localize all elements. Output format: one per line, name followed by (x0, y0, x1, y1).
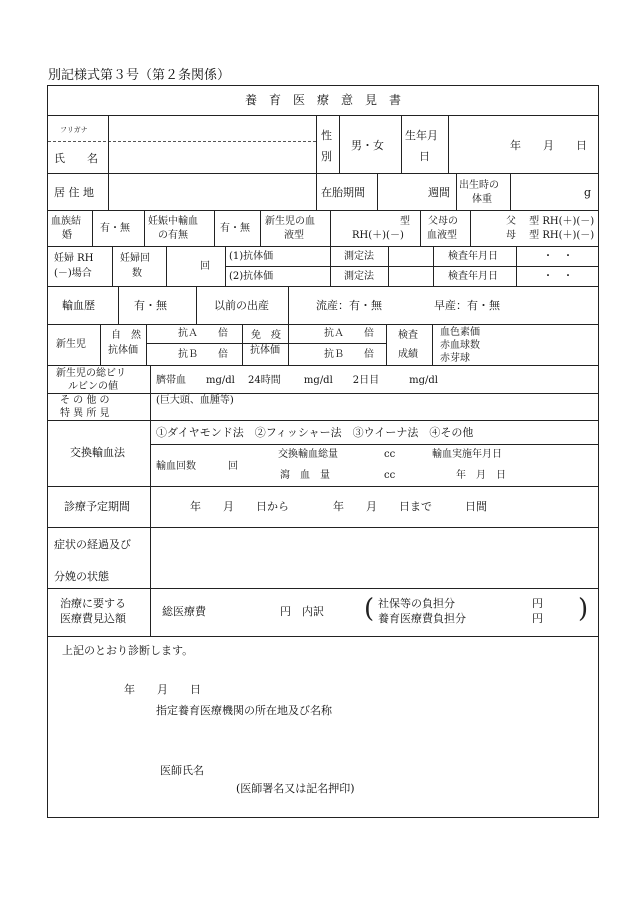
col-divider (225, 246, 226, 286)
gestation-label: 在胎期間 (321, 186, 365, 199)
breakdown-label: 内訳 (302, 605, 324, 618)
exchange-total-unit: cc (384, 449, 396, 460)
birth-date-label: 生年月 (405, 129, 438, 142)
treatment-period-label: 診療予定期間 (64, 500, 130, 513)
parents-blood-type-label: 父母の (428, 216, 458, 227)
immune-anti-b: 抗Ｂ 倍 (324, 349, 374, 360)
col-divider (386, 324, 387, 365)
col-divider (339, 115, 340, 173)
col-divider (92, 210, 93, 246)
sex-label: 別 (321, 150, 332, 163)
pregnant-rh-label: 妊婦 RH (54, 253, 94, 264)
antibody-titer-1: (1)抗体価 (229, 251, 274, 262)
col-divider (433, 246, 434, 286)
bilirubin-label: 新生児の総ビリ (56, 368, 126, 379)
natural-anti-b: 抗Ｂ 倍 (178, 349, 228, 360)
immune-antibody-label: 抗体価 (250, 345, 280, 356)
col-divider (166, 246, 167, 286)
exchange-transfusion-label: 交換輸血法 (70, 446, 125, 459)
natural-anti-a: 抗Ａ 倍 (178, 328, 228, 339)
immune-anti-a: 抗Ａ 倍 (324, 328, 374, 339)
col-divider (288, 286, 289, 324)
col-divider (401, 115, 402, 173)
public-share-label: 養育医療費負担分 (378, 612, 466, 625)
pregnant-rh-label: (－)場合 (54, 268, 92, 279)
erythroblast-label: 赤芽球 (440, 353, 470, 364)
estimated-cost-label: 医療費見込額 (60, 612, 126, 625)
birth-date-value: 年 月 日 (510, 139, 587, 152)
col-divider (516, 246, 517, 286)
col-divider (316, 115, 317, 173)
row-divider (48, 393, 598, 394)
exchange-transfusion-methods: ①ダイヤモンド法 ②フィッシャー法 ③ウイーナ法 ④その他 (156, 426, 474, 439)
diagnosis-statement: 上記のとおり診断します。 (62, 644, 194, 657)
right-bracket: ) (578, 594, 589, 624)
birth-weight-label: 出生時の (459, 180, 499, 191)
birth-weight-unit: g (584, 186, 592, 199)
furigana-divider (48, 141, 316, 142)
pregnancy-transfusion-label: の有無 (158, 230, 188, 241)
row-divider (48, 173, 598, 174)
newborn-blood-type-label: 液型 (284, 230, 304, 241)
bilirubin-label: ルビンの値 (68, 381, 118, 392)
form-number: 別記様式第３号（第２条関係） (48, 68, 231, 83)
row-divider (48, 365, 598, 366)
test-results-label: 成績 (398, 349, 418, 360)
antibody-titer-2: (2)抗体価 (229, 271, 274, 282)
test-date-value: ・ ・ (543, 251, 573, 262)
estimated-cost-label: 治療に要する (60, 597, 126, 610)
diagnosis-date: 年 月 日 (124, 683, 201, 696)
name-label: 氏 名 (54, 152, 98, 165)
previous-births-label: 以前の出産 (214, 299, 269, 312)
newborn-blood-type-value: 型 (400, 216, 410, 227)
transfusion-history-value: 有・無 (134, 299, 167, 312)
col-divider (260, 210, 261, 246)
row-divider (48, 210, 598, 211)
natural-antibody-label: 自 然 (111, 330, 141, 341)
col-divider (288, 324, 289, 365)
transfusion-date-label: 輸血実施年月日 (432, 449, 502, 460)
pregnancy-transfusion-label: 妊娠中輸血 (148, 216, 198, 227)
col-divider (100, 324, 101, 365)
col-divider (388, 246, 389, 286)
test-date-label: 検査年月日 (448, 251, 498, 262)
col-divider (214, 210, 215, 246)
premature-birth-value: 早産：有・無 (434, 299, 500, 312)
miscarriage-value: 流産：有・無 (316, 299, 382, 312)
col-divider (146, 324, 147, 365)
social-insurance-share-unit: 円 (532, 597, 543, 610)
test-date-label: 検査年月日 (448, 271, 498, 282)
red-blood-cell-label: 赤血球数 (440, 340, 480, 351)
signature-note: (医師署名又は記名押印) (236, 782, 355, 795)
delivery-state-label: 分娩の状態 (54, 570, 109, 583)
col-divider (448, 115, 449, 173)
immune-antibody-label: 免 疫 (251, 330, 281, 341)
natural-antibody-label: 抗体価 (108, 345, 138, 356)
col-divider (420, 210, 421, 246)
birth-weight-label: 体重 (472, 194, 492, 205)
institution-label: 指定養育医療機関の所在地及び名称 (156, 704, 332, 717)
pregnancy-count-label: 数 (132, 268, 142, 279)
gestation-unit: 週間 (428, 186, 450, 199)
col-divider (456, 173, 457, 210)
hemoglobin-label: 血色素価 (440, 327, 480, 338)
newborn-label: 新生児 (56, 339, 86, 350)
father-blood-type: 父 型 RH(＋)(－) (506, 216, 595, 227)
col-divider (510, 173, 511, 210)
row-divider (48, 527, 598, 528)
row-divider (48, 636, 598, 637)
col-divider (432, 324, 433, 365)
doctor-name-label: 医師氏名 (160, 764, 204, 777)
col-divider (112, 246, 113, 286)
other-findings-label: 特 異 所 見 (60, 408, 110, 419)
newborn-rh-value: RH(＋)(－) (352, 230, 404, 241)
other-findings-example: (巨大頭、血腫等) (156, 395, 234, 406)
measurement-method-label: 測定法 (344, 251, 374, 262)
transfusion-date-value: 年 月 日 (456, 470, 506, 481)
pregnancy-transfusion-value: 有・無 (220, 223, 250, 234)
parents-blood-type-label: 血液型 (427, 230, 457, 241)
total-cost-label: 総医療費 (162, 605, 206, 618)
sex-label: 性 (321, 129, 332, 142)
col-divider (330, 246, 331, 286)
consanguinity-value: 有・無 (100, 223, 130, 234)
mother-blood-type: 母 型 RH(＋)(－) (506, 230, 595, 241)
form-title: 養 育 医 療 意 見 書 (244, 93, 401, 107)
sex-value: 男・女 (351, 139, 384, 152)
col-divider (470, 210, 471, 246)
transfusion-count-unit: 回 (228, 461, 238, 472)
bloodletting-unit: cc (384, 470, 396, 481)
newborn-blood-type-label: 新生児の血 (265, 216, 315, 227)
row-divider (48, 420, 598, 421)
col-divider (330, 210, 331, 246)
row-divider (150, 444, 598, 445)
col-divider (108, 115, 109, 210)
left-bracket: ( (364, 594, 375, 624)
col-divider (118, 286, 119, 324)
col-divider (377, 173, 378, 210)
consanguinity-label: 婚 (62, 230, 72, 241)
row-divider (48, 588, 598, 589)
public-share-unit: 円 (532, 612, 543, 625)
address-label: 居 住 地 (54, 186, 94, 199)
test-results-label: 検査 (398, 330, 418, 341)
bilirubin-values: 臍帯血 mg/dl 24時間 mg/dl 2日目 mg/dl (156, 375, 439, 386)
test-date-value: ・ ・ (543, 271, 573, 282)
transfusion-count-label: 輸血回数 (156, 461, 196, 472)
col-divider (316, 173, 317, 210)
exchange-total-label: 交換輸血総量 (278, 449, 338, 460)
consanguinity-label: 血族結 (51, 216, 81, 227)
furigana-label: フリガナ (60, 126, 88, 134)
col-divider (150, 365, 151, 636)
symptoms-label: 症状の経過及び (54, 538, 131, 551)
total-cost-unit: 円 (280, 605, 291, 618)
col-divider (242, 324, 243, 365)
birth-date-label: 日 (419, 150, 430, 163)
social-insurance-share-label: 社保等の負担分 (378, 597, 455, 610)
row-divider (225, 266, 598, 267)
row-divider (48, 486, 598, 487)
pregnancy-count-unit: 回 (200, 261, 210, 272)
measurement-method-label: 測定法 (344, 271, 374, 282)
pregnancy-count-label: 妊婦回 (120, 253, 150, 264)
col-divider (196, 286, 197, 324)
bloodletting-label: 瀉 血 量 (280, 470, 330, 481)
row-divider (48, 115, 598, 116)
col-divider (144, 210, 145, 246)
row-divider (48, 324, 598, 325)
treatment-period-value: 年 月 日から 年 月 日まで 日間 (190, 500, 487, 513)
medical-opinion-form (47, 85, 599, 818)
transfusion-history-label: 輸血歴 (62, 299, 95, 312)
row-divider (48, 286, 598, 287)
other-findings-label: そ の 他 の (60, 395, 110, 406)
